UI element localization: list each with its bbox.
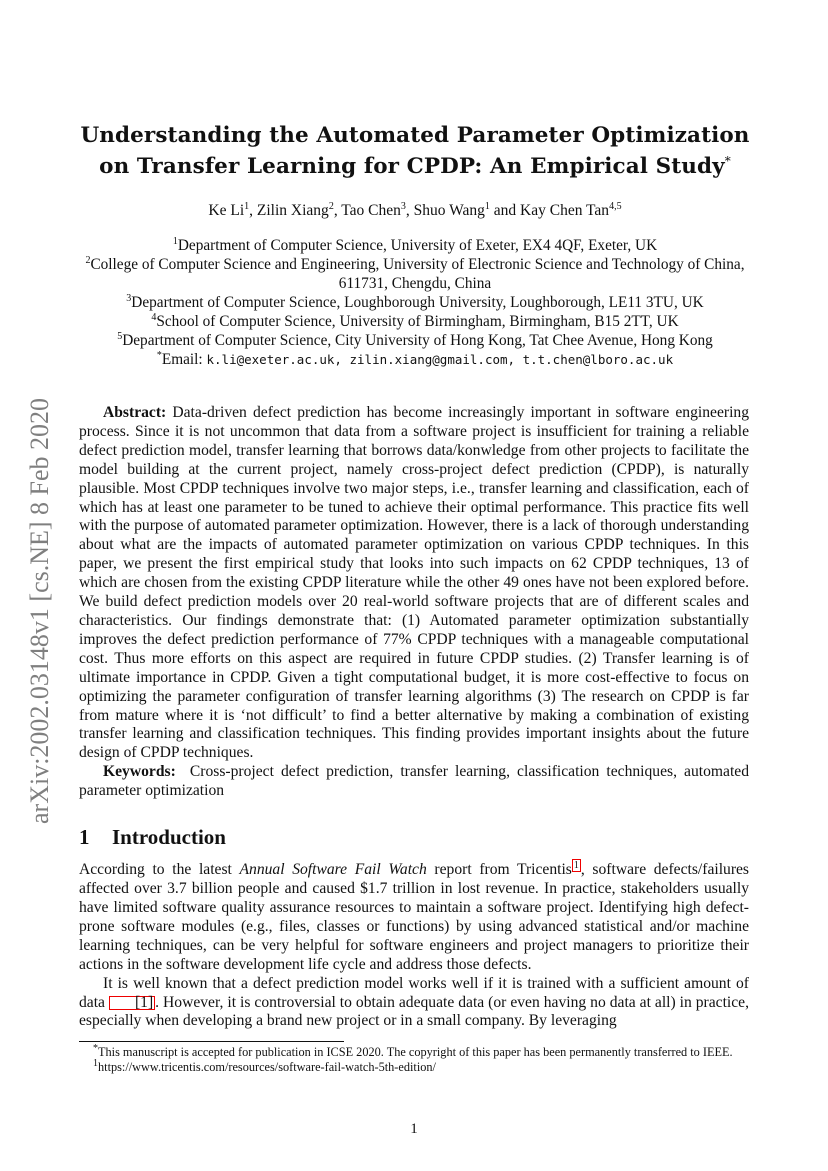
affiliation-text: Department of Computer Science, University of Exeter, EX4 4QF, Exeter, UK	[177, 237, 658, 254]
author-affil-mark: 1	[484, 200, 490, 212]
abstract-text: Data-driven defect prediction has become increasingly important in software engineering process. Since it is not uncommon that data from a software project is insufficient for training a reliable defect prediction model, transfer learning that borrows data/konwledge from other projects to facilitate the model building at the current project, namely cross-project defect prediction (CPDP), is naturally plausible. Most CPDP techniques involve two major steps, i.e., transfer learning and classification, each of which has at least one parameter to be tuned to achieve their optimal performance. This practice fits well with the purpose of automated parameter optimization. However, there is a lack of thorough understanding about what are the impacts of automated parameter optimization on various CPDP techniques. In this paper, we present the first empirical study that looks into such impacts on 62 CPDP techniques, 13 of which are chosen from the existing CPDP literature while the other 49 ones have not been explored before. We build defect prediction models over 20 real-world software projects that are of different scales and characteristics. Our findings demonstrate that: (1) Automated parameter optimization substantially improves the defect prediction performance of 77% CPDP techniques with a manageable computational cost. Thus more efforts on this aspect are required in future CPDP studies. (2) Transfer learning is of ultimate importance in CPDP. Given a tight computational budget, it is more cost-effective to focus on optimizing the parameter configuration of transfer learning algorithms (3) The research on CPDP is far from mature where it is ‘not difficult’ to find a better alternative by making a combination of existing transfer learning and classification techniques. This finding provides important insights about the future design of CPDP techniques.	[79, 404, 749, 762]
affiliation	[70, 312, 760, 331]
author-separator: ,	[405, 202, 414, 219]
intro-text: report from Tricentis	[426, 861, 572, 879]
author-name: Ke Li	[208, 202, 245, 219]
affiliation-mark: 3	[126, 292, 132, 304]
affiliation	[70, 331, 760, 350]
section-heading	[79, 825, 226, 850]
author-separator: ,	[333, 202, 342, 219]
title-line-2	[60, 151, 770, 182]
abstract-label: Abstract:	[103, 404, 167, 421]
arxiv-stamp: arXiv:2002.03148v1 [cs.NE] 8 Feb 2020	[25, 397, 54, 824]
author-affil-mark: 3	[400, 200, 406, 212]
title-line-1: Understanding the Automated Parameter Optimization	[80, 123, 750, 148]
affiliation	[70, 293, 760, 312]
keywords-text: Cross-project defect prediction, transfer learning, classification techniques, automated parameter optimization	[79, 763, 753, 800]
author-list	[60, 202, 770, 220]
affiliation-text: College of Computer Science and Engineering, University of Electronic Science and Technology of China, 611731, Chengdu, China	[90, 256, 745, 292]
author-name: Shuo Wang	[413, 202, 485, 219]
affiliation-mark: 2	[85, 254, 91, 266]
footnote-rule	[79, 1041, 344, 1042]
keywords-paragraph	[79, 763, 753, 801]
footnote-url[interactable]: https://www.tricentis.com/resources/software-fail-watch-5th-edition/	[98, 1060, 436, 1074]
author-name: Kay Chen Tan	[520, 202, 610, 219]
footnote-mark: *	[93, 1042, 98, 1054]
footnotes	[79, 1042, 749, 1075]
affiliation-text: School of Computer Science, University of Birmingham, Birmingham, B15 2TT, UK	[156, 313, 679, 330]
abstract-paragraph	[79, 404, 749, 763]
introduction-body	[79, 861, 749, 1031]
footnote-mark: 1	[93, 1057, 98, 1069]
intro-text: It is well known that a defect prediction model works well if it is trained with a sufficient amount of data	[79, 974, 749, 1011]
author-separator: ,	[249, 202, 257, 219]
affiliation	[70, 255, 760, 293]
author-affil-mark: 4,5	[609, 200, 622, 212]
affiliation-text: Department of Computer Science, Loughborough University, Loughborough, LE11 3TU, UK	[131, 294, 704, 311]
title-line-2-text: on Transfer Learning for CPDP: An Empirical Study	[99, 154, 725, 179]
affiliation-mark: 5	[117, 330, 123, 342]
footnote-link[interactable]: 1	[573, 860, 579, 871]
intro-text: . However, it is controversial to obtain adequate data (or even having no data at all) in practice, especially when developing a brand new project or in a small company. By leveraging	[79, 993, 750, 1030]
abstract	[79, 404, 753, 801]
affiliation-mark: 4	[151, 311, 157, 323]
citation-link[interactable]: [1]	[109, 996, 155, 1010]
title-footnote-mark: *	[724, 153, 731, 168]
keywords-label: Keywords:	[103, 763, 176, 781]
paper-title	[60, 120, 770, 182]
page-number: 1	[410, 1121, 418, 1137]
section-title: Introduction	[112, 825, 226, 849]
intro-paragraph-2	[79, 975, 749, 1032]
footnote-star	[79, 1042, 749, 1060]
author-affil-mark: 2	[328, 200, 334, 212]
author-affil-mark: 1	[244, 200, 250, 212]
footnote-1	[79, 1057, 749, 1075]
intro-text: , software defects/failures affected over 3.7 billion people and caused $1.7 trillion in lost revenue. In practice, stakeholders usually have limited software quality assurance resources to maintain a software project. Identifying high defect-prone software modules (e.g., files, classes or functions) by using advanced statistical and/or machine learning techniques, can be very helpful for software engineers and project managers to prioritize their actions in the software development life cycle and address those defects.	[79, 861, 750, 973]
email-addresses: k.li@exeter.ac.uk, zilin.xiang@gmail.com, t.t.chen@lboro.ac.uk	[206, 352, 674, 367]
intro-paragraph-1	[79, 861, 749, 975]
section-number: 1	[79, 825, 90, 849]
footnote-text: This manuscript is accepted for publication in ICSE 2020. The copyright of this paper has been permanently transferred to IEEE.	[98, 1045, 733, 1059]
affiliation-text: Department of Computer Science, City University of Hong Kong, Tat Chee Avenue, Hong Kong	[122, 332, 713, 349]
author-name: Tao Chen	[341, 202, 401, 219]
email-mark: *	[156, 349, 162, 361]
intro-text: According to the latest	[79, 861, 240, 879]
affiliation	[70, 236, 760, 255]
affiliation-mark: 1	[172, 235, 178, 247]
author-name: Zilin Xiang	[256, 202, 329, 219]
author-and: and	[489, 202, 521, 219]
report-name: Annual Software Fail Watch	[239, 861, 427, 879]
email-line	[70, 350, 760, 369]
email-label: Email:	[161, 351, 207, 368]
affiliation-list	[70, 236, 760, 369]
